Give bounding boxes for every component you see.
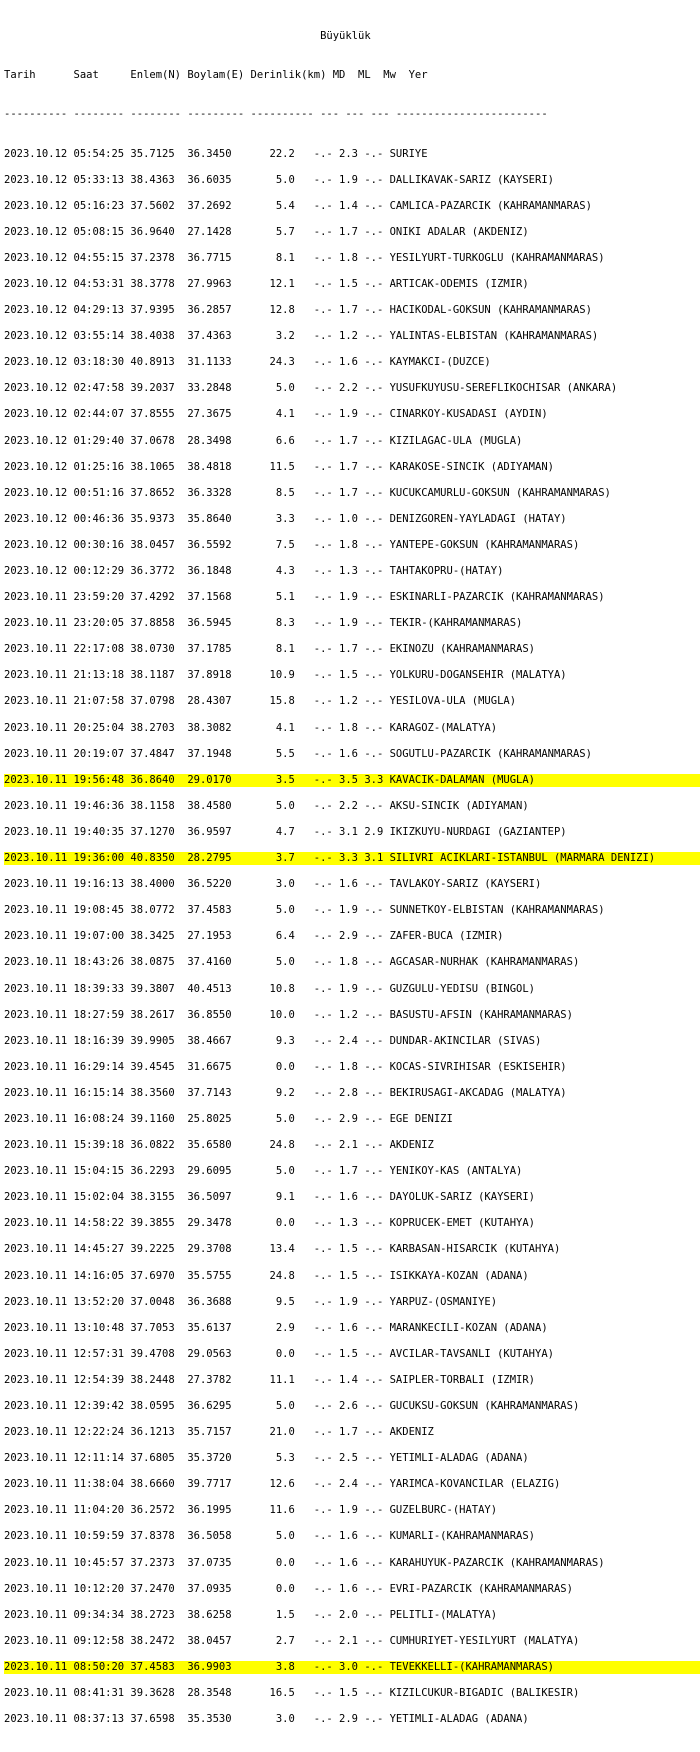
table-row: 2023.10.11 08:41:31 39.3628 28.3548 16.5 -.- 1.5 -.- KIZILCUKUR-BIGADIC (BALIKESIR) xyxy=(4,1687,580,1700)
table-row: 2023.10.11 15:04:15 36.2293 29.6095 5.0 -.- 1.7 -.- YENIKOY-KAS (ANTALYA) xyxy=(4,1165,523,1178)
table-row: 2023.10.11 10:12:20 37.2470 37.0935 0.0 -.- 1.6 -.- EVRI-PAZARCIK (KAHRAMANMARAS) xyxy=(4,1582,573,1595)
group-header-label: Büyüklük xyxy=(320,30,371,43)
table-row: 2023.10.11 19:56:48 36.8640 29.0170 3.5 -.- 3.5 3.3 KAVACIK-DALAMAN (MUGLA) xyxy=(4,774,700,787)
table-row: 2023.10.11 23:20:05 37.8858 36.5945 8.3 -.- 1.9 -.- TEKIR-(KAHRAMANMARAS) xyxy=(4,617,523,630)
table-row: 2023.10.11 16:08:24 39.1160 25.8025 5.0 -.- 2.9 -.- EGE DENIZI xyxy=(4,1112,453,1125)
table-row: 2023.10.12 05:33:13 38.4363 36.6035 5.0 -.- 1.9 -.- DALLIKAVAK-SARIZ (KAYSERI) xyxy=(4,173,554,186)
earthquake-table-body xyxy=(4,148,700,1740)
table-row: 2023.10.11 19:40:35 37.1270 36.9597 4.7 -.- 3.1 2.9 IKIZKUYU-NURDAGI (GAZIANTEP) xyxy=(4,825,567,838)
table-row: 2023.10.11 19:36:00 40.8350 28.2795 3.7 -.- 3.3 3.1 SILIVRI ACIKLARI-ISTANBUL (MARMARA DENIZI) xyxy=(4,852,700,865)
table-row: 2023.10.12 00:30:16 38.0457 36.5592 7.5 -.- 1.8 -.- YANTEPE-GOKSUN (KAHRAMANMARAS) xyxy=(4,538,580,551)
table-row: 2023.10.12 00:12:29 36.3772 36.1848 4.3 -.- 1.3 -.- TAHTAKOPRU-(HATAY) xyxy=(4,565,504,578)
column-header-rule: ---------- -------- -------- --------- ---------- --- --- --- ------------------------ xyxy=(4,108,548,121)
table-row: 2023.10.11 09:34:34 38.2723 38.6258 1.5 -.- 2.0 -.- PELITLI-(MALATYA) xyxy=(4,1608,498,1621)
table-row: 2023.10.11 12:22:24 36.1213 35.7157 21.0 -.- 1.7 -.- AKDENIZ xyxy=(4,1426,434,1439)
table-row: 2023.10.11 21:13:18 38.1187 37.8918 10.9 -.- 1.5 -.- YOLKURU-DOGANSEHIR (MALATYA) xyxy=(4,669,567,682)
table-row: 2023.10.12 00:51:16 37.8652 36.3328 8.5 -.- 1.7 -.- KUCUKCAMURLU-GOKSUN (KAHRAMANMARAS) xyxy=(4,486,611,499)
table-row: 2023.10.11 19:46:36 38.1158 38.4580 5.0 -.- 2.2 -.- AKSU-SINCIK (ADIYAMAN) xyxy=(4,799,529,812)
table-row: 2023.10.11 15:02:04 38.3155 36.5097 9.1 -.- 1.6 -.- DAYOLUK-SARIZ (KAYSERI) xyxy=(4,1191,536,1204)
table-row: 2023.10.12 05:16:23 37.5602 37.2692 5.4 -.- 1.4 -.- CAMLICA-PAZARCIK (KAHRAMANMARAS) xyxy=(4,199,592,212)
table-row: 2023.10.11 20:25:04 38.2703 38.3082 4.1 -.- 1.8 -.- KARAGOZ-(MALATYA) xyxy=(4,721,498,734)
table-row: 2023.10.12 05:08:15 36.9640 27.1428 5.7 -.- 1.7 -.- ONIKI ADALAR (AKDENIZ) xyxy=(4,225,529,238)
table-row: 2023.10.12 02:47:58 39.2037 33.2848 5.0 -.- 2.2 -.- YUSUFKUYUSU-SEREFLIKOCHISAR (ANKARA) xyxy=(4,382,618,395)
magnitude-group-header xyxy=(4,30,700,43)
table-row: 2023.10.12 05:54:25 35.7125 36.3450 22.2 -.- 2.3 -.- SURIYE xyxy=(4,147,428,160)
table-row: 2023.10.11 12:54:39 38.2448 27.3782 11.1 -.- 1.4 -.- SAIPLER-TORBALI (IZMIR) xyxy=(4,1373,536,1386)
table-row: 2023.10.11 08:50:20 37.4583 36.9903 3.8 -.- 3.0 -.- TEVEKKELLI-(KAHRAMANMARAS) xyxy=(4,1661,700,1674)
table-row: 2023.10.12 04:55:15 37.2378 36.7715 8.1 -.- 1.8 -.- YESILYURT-TURKOGLU (KAHRAMANMARAS) xyxy=(4,251,605,264)
table-row: 2023.10.11 11:38:04 38.6660 39.7717 12.6 -.- 2.4 -.- YARIMCA-KOVANCILAR (ELAZIG) xyxy=(4,1478,561,1491)
table-row: 2023.10.11 18:27:59 38.2617 36.8550 10.0 -.- 1.2 -.- BASUSTU-AFSIN (KAHRAMANMARAS) xyxy=(4,1008,573,1021)
table-row: 2023.10.11 13:52:20 37.0048 36.3688 9.5 -.- 1.9 -.- YARPUZ-(OSMANIYE) xyxy=(4,1295,498,1308)
table-row: 2023.10.12 04:53:31 38.3778 27.9963 12.1 -.- 1.5 -.- ARTICAK-ODEMIS (IZMIR) xyxy=(4,277,529,290)
table-row: 2023.10.11 23:59:20 37.4292 37.1568 5.1 -.- 1.9 -.- ESKINARLI-PAZARCIK (KAHRAMANMARAS) xyxy=(4,591,605,604)
table-row: 2023.10.12 03:18:30 40.8913 31.1133 24.3 -.- 1.6 -.- KAYMAKCI-(DUZCE) xyxy=(4,356,491,369)
table-row: 2023.10.11 22:17:08 38.0730 37.1785 8.1 -.- 1.7 -.- EKINOZU (KAHRAMANMARAS) xyxy=(4,643,536,656)
table-row: 2023.10.11 20:19:07 37.4847 37.1948 5.5 -.- 1.6 -.- SOGUTLU-PAZARCIK (KAHRAMANMARAS) xyxy=(4,747,592,760)
table-row: 2023.10.11 19:08:45 38.0772 37.4583 5.0 -.- 1.9 -.- SUNNETKOY-ELBISTAN (KAHRAMANMARAS) xyxy=(4,904,605,917)
table-row: 2023.10.11 14:16:05 37.6970 35.5755 24.8 -.- 1.5 -.- ISIKKAYA-KOZAN (ADANA) xyxy=(4,1269,529,1282)
table-row: 2023.10.11 21:07:58 37.0798 28.4307 15.8 -.- 1.2 -.- YESILOVA-ULA (MUGLA) xyxy=(4,695,517,708)
table-row: 2023.10.12 04:29:13 37.9395 36.2857 12.8 -.- 1.7 -.- HACIKODAL-GOKSUN (KAHRAMANMARAS) xyxy=(4,304,592,317)
table-row: 2023.10.11 16:29:14 39.4545 31.6675 0.0 -.- 1.8 -.- KOCAS-SIVRIHISAR (ESKISEHIR) xyxy=(4,1060,567,1073)
table-row: 2023.10.11 14:58:22 39.3855 29.3478 0.0 -.- 1.3 -.- KOPRUCEK-EMET (KUTAHYA) xyxy=(4,1217,536,1230)
group-header-spacer xyxy=(4,30,320,42)
table-row: 2023.10.11 14:45:27 39.2225 29.3708 13.4 -.- 1.5 -.- KARBASAN-HISARCIK (KUTAHYA) xyxy=(4,1243,561,1256)
table-row: 2023.10.11 15:39:18 36.0822 35.6580 24.8 -.- 2.1 -.- AKDENIZ xyxy=(4,1139,434,1152)
table-row: 2023.10.11 09:12:58 38.2472 38.0457 2.7 -.- 2.1 -.- CUMHURIYET-YESILYURT (MALATYA) xyxy=(4,1634,580,1647)
column-header-row: Tarih Saat Enlem(N) Boylam(E) Derinlik(km) MD ML Mw Yer xyxy=(4,69,428,82)
table-row: 2023.10.11 11:04:20 36.2572 36.1995 11.6 -.- 1.9 -.- GUZELBURC-(HATAY) xyxy=(4,1504,498,1517)
table-row: 2023.10.11 08:37:13 37.6598 35.3530 3.0 -.- 2.9 -.- YETIMLI-ALADAG (ADANA) xyxy=(4,1713,529,1726)
table-row: 2023.10.11 19:16:13 38.4000 36.5220 3.0 -.- 1.6 -.- TAVLAKOY-SARIZ (KAYSERI) xyxy=(4,878,542,891)
table-row: 2023.10.11 13:10:48 37.7053 35.6137 2.9 -.- 1.6 -.- MARANKECILI-KOZAN (ADANA) xyxy=(4,1321,548,1334)
table-row: 2023.10.11 16:15:14 38.3560 37.7143 9.2 -.- 2.8 -.- BEKIRUSAGI-AKCADAG (MALATYA) xyxy=(4,1086,567,1099)
table-row: 2023.10.11 18:39:33 39.3807 40.4513 10.8 -.- 1.9 -.- GUZGULU-YEDISU (BINGOL) xyxy=(4,982,536,995)
table-row: 2023.10.11 12:57:31 39.4708 29.0563 0.0 -.- 1.5 -.- AVCILAR-TAVSANLI (KUTAHYA) xyxy=(4,1347,554,1360)
table-row: 2023.10.11 18:16:39 39.9905 38.4667 9.3 -.- 2.4 -.- DUNDAR-AKINCILAR (SIVAS) xyxy=(4,1034,542,1047)
table-row: 2023.10.12 01:29:40 37.0678 28.3498 6.6 -.- 1.7 -.- KIZILAGAC-ULA (MUGLA) xyxy=(4,434,523,447)
table-row: 2023.10.11 10:59:59 37.8378 36.5058 5.0 -.- 1.6 -.- KUMARLI-(KAHRAMANMARAS) xyxy=(4,1530,536,1543)
table-row: 2023.10.12 03:55:14 38.4038 37.4363 3.2 -.- 1.2 -.- YALINTAS-ELBISTAN (KAHRAMANMARAS) xyxy=(4,330,599,343)
table-row: 2023.10.11 12:11:14 37.6805 35.3720 5.3 -.- 2.5 -.- YETIMLI-ALADAG (ADANA) xyxy=(4,1452,529,1465)
table-row: 2023.10.12 01:25:16 38.1065 38.4818 11.5 -.- 1.7 -.- KARAKOSE-SINCIK (ADIYAMAN) xyxy=(4,460,554,473)
table-row: 2023.10.11 19:07:00 38.3425 27.1953 6.4 -.- 2.9 -.- ZAFER-BUCA (IZMIR) xyxy=(4,930,504,943)
table-row: 2023.10.11 10:45:57 37.2373 37.0735 0.0 -.- 1.6 -.- KARAHUYUK-PAZARCIK (KAHRAMANMARAS) xyxy=(4,1556,605,1569)
table-row: 2023.10.11 18:43:26 38.0875 37.4160 5.0 -.- 1.8 -.- AGCASAR-NURHAK (KAHRAMANMARAS) xyxy=(4,956,580,969)
table-row: 2023.10.12 00:46:36 35.9373 35.8640 3.3 -.- 1.0 -.- DENIZGOREN-YAYLADAGI (HATAY) xyxy=(4,512,567,525)
table-row: 2023.10.11 12:39:42 38.0595 36.6295 5.0 -.- 2.6 -.- GUCUKSU-GOKSUN (KAHRAMANMARAS) xyxy=(4,1400,580,1413)
table-row: 2023.10.12 02:44:07 37.8555 27.3675 4.1 -.- 1.9 -.- CINARKOY-KUSADASI (AYDIN) xyxy=(4,408,548,421)
